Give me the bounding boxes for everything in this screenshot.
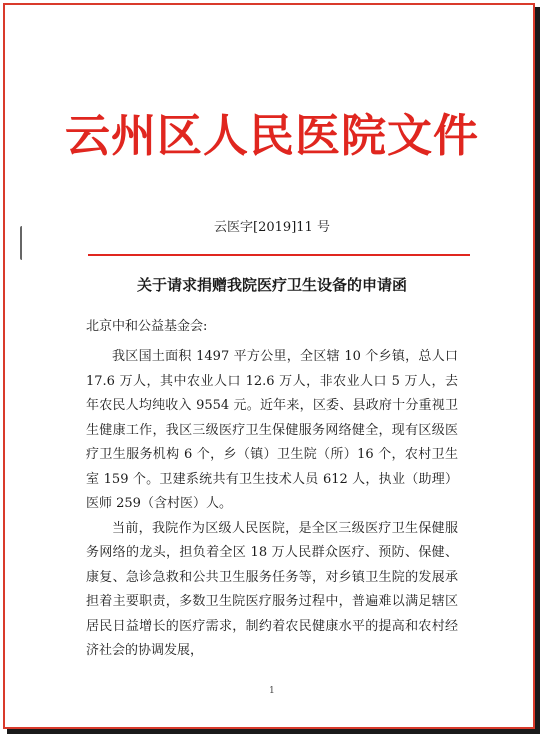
document-header-title: 云州区人民医院文件	[64, 109, 479, 162]
body-paragraph-1: 我区国土面积 1497 平方公里，全区辖 10 个乡镇，总人口 17.6 万人，其中农业人口 12.6 万人，非农业人口 5 万人，去年农民人均纯收入 9554 元。近年来，区委、县政府十分重视卫生健康工作，我区三级医疗卫生保健服务网络健全，现有区级医疗卫生服务机构 6 个，乡（镇）卫生院（所）16 个，农村卫生室 159 个。卫建系统共有卫生技术人员 612 人，执业（助理）医师 259（含村医）人。	[86, 349, 458, 511]
page-number: 1	[269, 686, 275, 696]
letter-body	[86, 345, 458, 664]
header-divider-rule	[88, 254, 470, 256]
letter-recipient: 北京中和公益基金会:	[86, 319, 208, 334]
document-number: 云医字[2019]11 号	[214, 220, 330, 235]
letter-title: 关于请求捐赠我院医疗卫生设备的申请函	[136, 276, 407, 294]
body-paragraph-2: 当前，我院作为区级人民医院，是全区三级医疗卫生保健服务网络的龙头，担负着全区 18 万人民群众医疗、预防、保健、康复、急诊急救和公共卫生服务任务等，对乡镇卫生院的发展承担着主要职责，多数卫生院医疗服务过程中，普遍难以满足辖区居民日益增长的医疗需求，制约着农民健康水平的提高和农村经济社会的协调发展，	[86, 520, 458, 658]
